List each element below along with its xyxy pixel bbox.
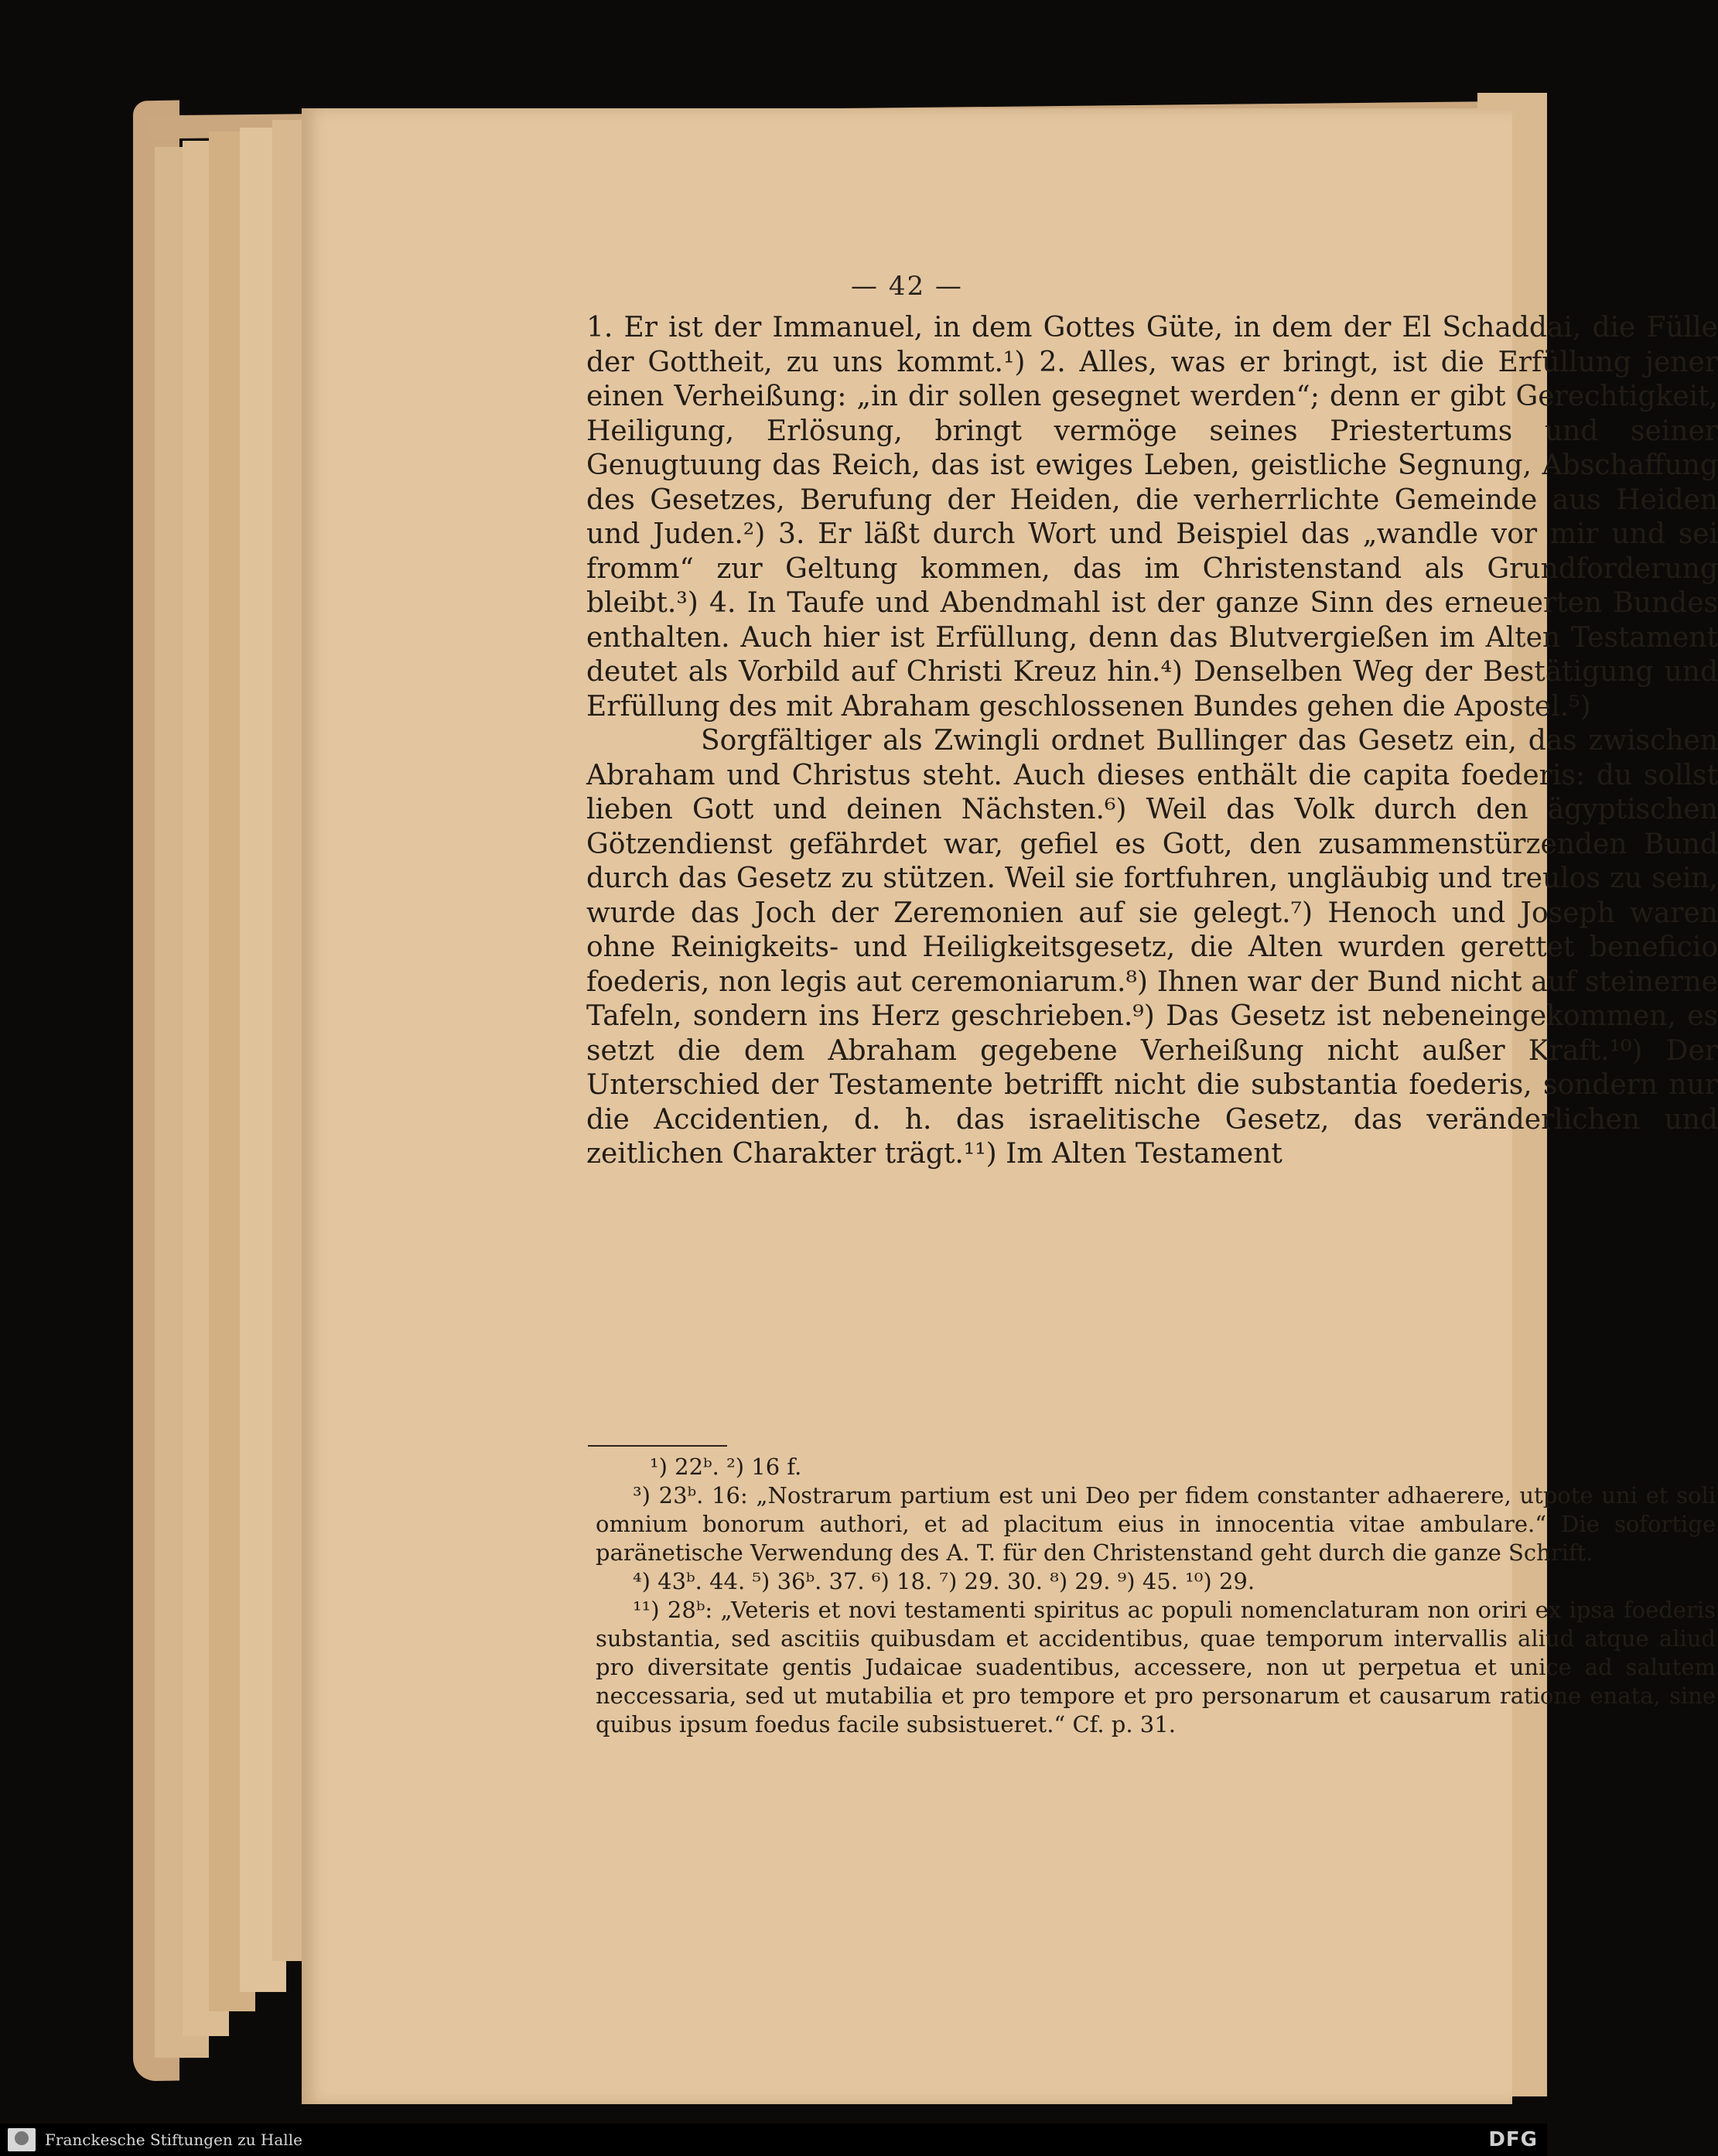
footnote-rule [588, 1445, 727, 1447]
body-text [586, 311, 1718, 1172]
page-number: — 42 — [851, 271, 963, 302]
footer-bar [0, 2124, 1547, 2156]
dfg-logo: DFG [1488, 2128, 1538, 2151]
footnote: ³) 23ᵇ. 16: „Nostrarum partium est uni Deo per fidem constanter adhaerere, utpote uni et soli omnium bonorum authori, et ad placitum eius in innocentia vitae ambulare.“ Die sofortige paränetische Verwendung des A. T. für den Christenstand geht durch die ganze Schrift. [596, 1482, 1716, 1566]
paragraph: 1. Er ist der Immanuel, in dem Gottes Güte, in dem der El Schaddai, die Fülle der Gottheit, zu uns kommt.¹) 2. Alles, was er bringt, ist die Erfüllung jener einen Verheißung: „in dir sollen gesegnet werden“; denn er gibt Gerechtigkeit, Heiligung, Erlösung, bringt vermöge seines Priestertums und seiner Genugtuung das Reich, das ist ewiges Leben, geistliche Segnung, Abschaffung des Gesetzes, Berufung der Heiden, die verherrlichte Gemeinde aus Heiden und Juden.²) 3. Er läßt durch Wort und Beispiel das „wandle vor mir und sei fromm“ zur Geltung kommen, das im Christenstand als Grundforderung bleibt.³) 4. In Taufe und Abendmahl ist der ganze Sinn des erneuerten Bundes enthalten. Auch hier ist Erfüllung, denn das Blutvergießen im Alten Testament deutet als Vorbild auf Christi Kreuz hin.⁴) Denselben Weg der Bestätigung und Erfüllung des mit Abraham geschlossenen Bundes gehen die Apostel.⁵) [586, 312, 1718, 723]
footnotes [596, 1453, 1716, 1739]
book-page [302, 108, 1718, 2104]
footnote: ¹¹) 28ᵇ: „Veteris et novi testamenti spiritus ac populi nomenclaturam non oriri ex ipsa foederis substantia, sed ascitiis quibusdam et accidentibus, quae temporum intervallis aliud atque aliud pro diversitate gentis Judaicae suadentibus, accessere, non ut perpetua et unice ad salutem neccessaria, sed ut mutabilia et pro tempore et pro personarum et causarum ratione enata, sine quibus ipsum foedus facile subsistueret.“ Cf. p. 31. [596, 1597, 1716, 1737]
institution-name: Franckesche Stiftungen zu Halle [45, 2130, 302, 2149]
paragraph: Sorgfältiger als Zwingli ordnet Bullinger das Gesetz ein, das zwischen Abraham und Christus steht. Auch dieses enthält die capita foederis: du sollst lieben Gott und deinen Nächsten.⁶) Weil das Volk durch den ägyptischen Götzendienst gefährdet war, gefiel es Gott, den zusammenstürzenden Bund durch das Gesetz zu stützen. Weil sie fortfuhren, ungläubig und treulos zu sein, wurde das Joch der Zeremonien auf sie gelegt.⁷) Henoch und Joseph waren ohne Reinigkeits- und Heiligkeitsgesetz, die Alten wurden gerettet beneficio foederis, non legis aut ceremoniarum.⁸) Ihnen war der Bund nicht auf steinerne Tafeln, sondern ins Herz geschrieben.⁹) Das Gesetz ist nebeneingekommen, es setzt die dem Abraham gegebene Verheißung nicht außer Kraft.¹⁰) Der Unterschied der Testamente betrifft nicht die substantia foederis, sondern nur die Accidentien, d. h. das israelitische Gesetz, das veränderlichen und zeitlichen Charakter trägt.¹¹) Im Alten Testament [586, 725, 1718, 1170]
institution-logo-icon [8, 2128, 36, 2151]
footnote: ¹) 22ᵇ. ²) 16 f. [650, 1454, 802, 1480]
footnote: ⁴) 43ᵇ. 44. ⁵) 36ᵇ. 37. ⁶) 18. ⁷) 29. 30. ⁸) 29. ⁹) 45. ¹⁰) 29. [633, 1568, 1255, 1594]
